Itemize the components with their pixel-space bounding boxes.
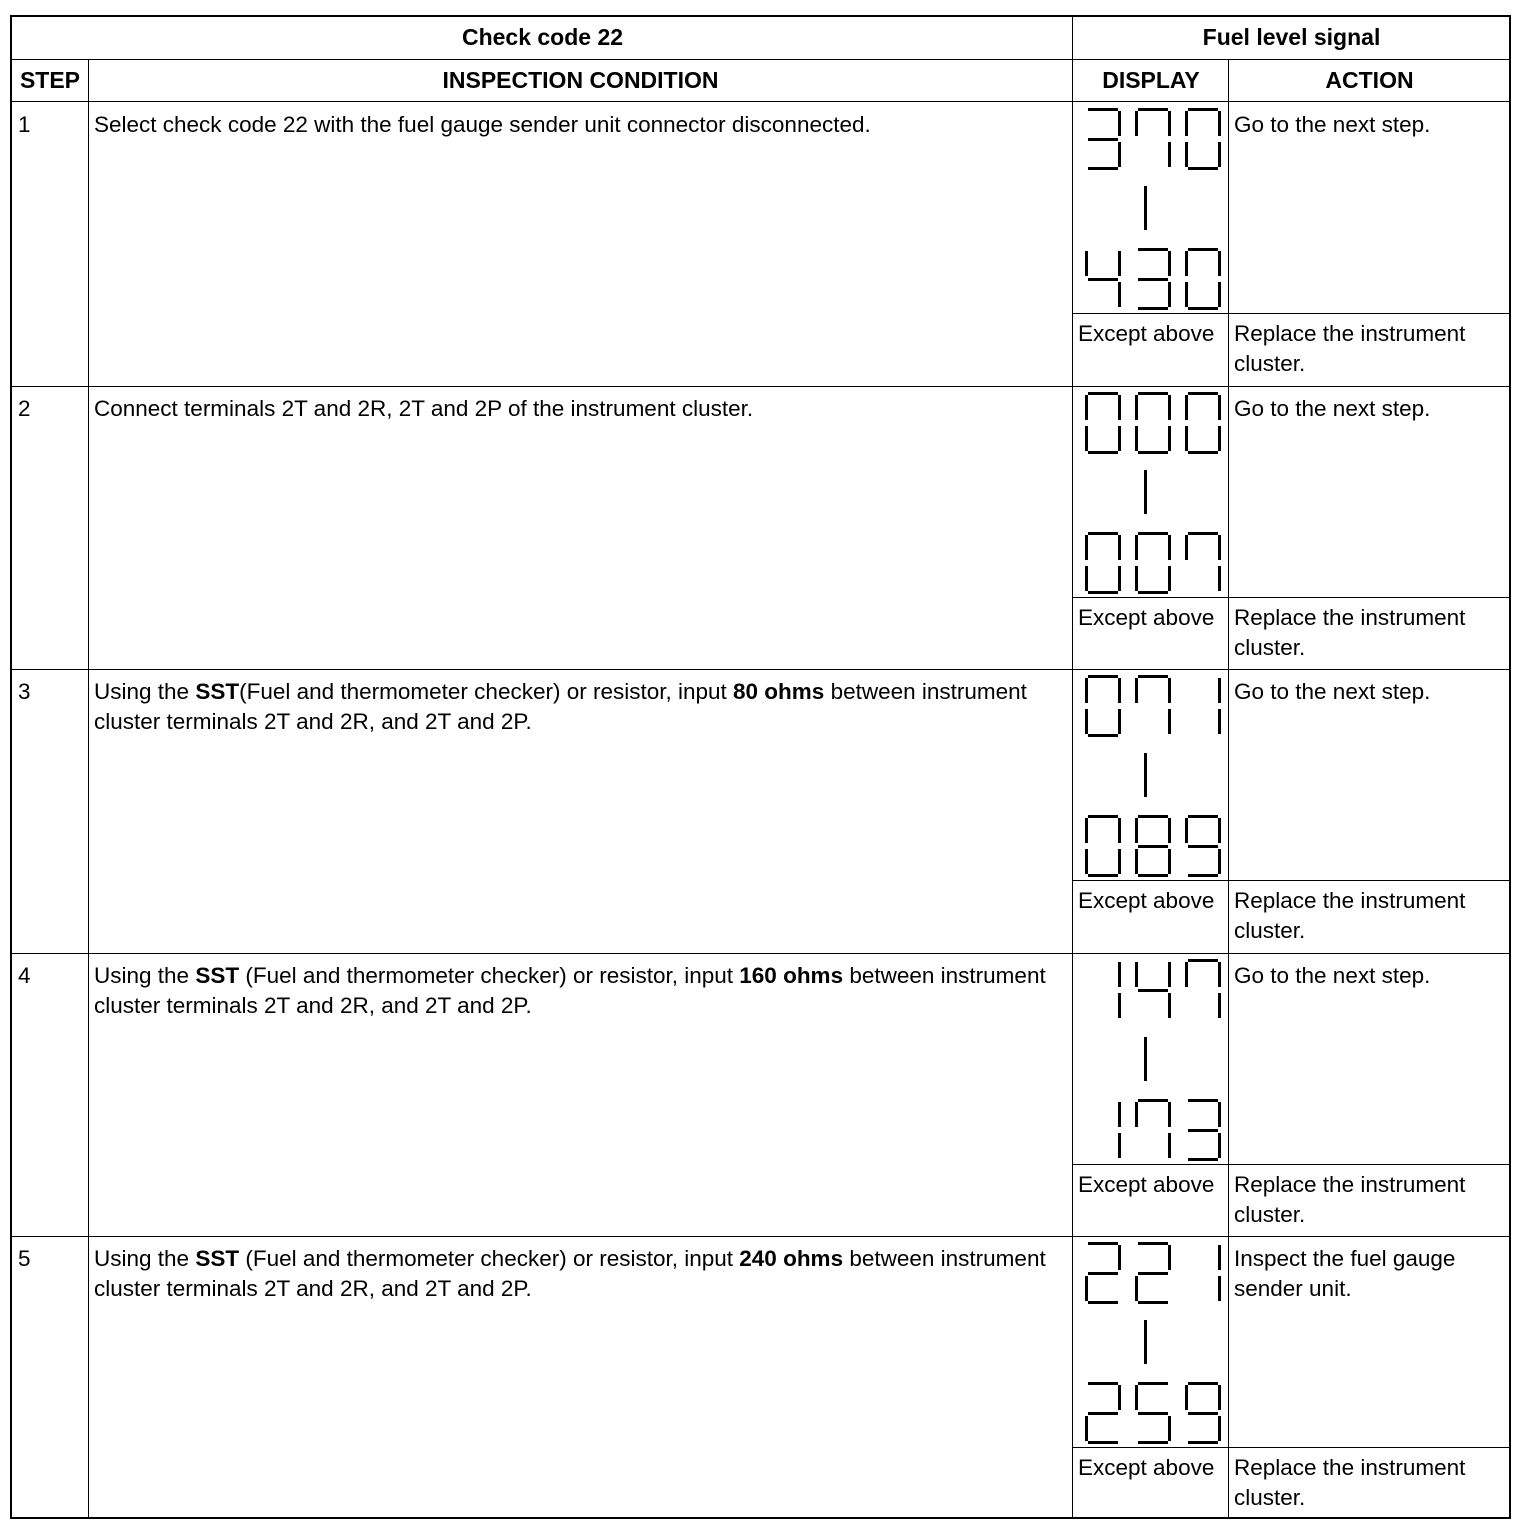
digit-segment [1088, 874, 1118, 877]
display-digit [1185, 1099, 1221, 1161]
digit-segment [1218, 1416, 1221, 1441]
digit-segment [1188, 307, 1218, 310]
digit-segment [1168, 678, 1171, 703]
digit-segment [1088, 278, 1118, 281]
display-digit [1085, 248, 1121, 310]
digit-segment [1138, 307, 1168, 310]
digit-segment [1218, 1385, 1221, 1410]
table-row [12, 1236, 1511, 1520]
digit-segment [1188, 1441, 1218, 1444]
step-number: 4 [18, 963, 31, 988]
display-digit [1185, 959, 1221, 1021]
digit-segment [1218, 678, 1221, 703]
display-digit [1135, 1099, 1171, 1161]
digit-segment [1118, 251, 1121, 276]
display-digit [1135, 815, 1171, 877]
display-digit [1085, 1242, 1121, 1304]
digit-segment [1168, 709, 1171, 734]
row-split-line [1073, 1447, 1511, 1448]
digit-segment [1218, 395, 1221, 420]
digit-segment [1085, 849, 1088, 874]
digit-segment [1218, 1276, 1221, 1301]
digit-segment [1085, 709, 1088, 734]
digit-segment [1168, 1133, 1171, 1158]
row-divider [12, 386, 1511, 387]
action-ok: Go to the next step. [1234, 112, 1431, 137]
except-above: Except above [1078, 1455, 1215, 1480]
display-digit [1135, 392, 1171, 454]
digit-segment [1185, 251, 1188, 276]
display-digit [1085, 815, 1121, 877]
display-digit [1085, 1099, 1121, 1161]
digit-segment [1188, 874, 1218, 877]
digit-segment [1118, 535, 1121, 560]
display-header: DISPLAY [1102, 67, 1200, 93]
condition-text: between instrument cluster terminals 2T and 2R, and 2T and 2P. [94, 963, 1046, 1018]
display-digit [1185, 532, 1221, 594]
row-divider [12, 669, 1511, 670]
except-above: Except above [1078, 321, 1215, 346]
range-dash [1144, 470, 1147, 514]
display-digit [1085, 675, 1121, 737]
condition-text: Using the [94, 963, 196, 988]
digit-segment [1118, 426, 1121, 451]
digit-segment [1085, 535, 1088, 560]
step-number: 3 [18, 679, 31, 704]
digit-segment [1138, 278, 1168, 281]
condition-bold-text: 80 ohms [733, 679, 825, 704]
condition-text: (Fuel and thermometer checker) or resistor, input [239, 679, 734, 704]
digit-segment [1088, 392, 1118, 395]
digit-segment [1218, 962, 1221, 987]
digit-segment [1118, 849, 1121, 874]
table-row [12, 386, 1511, 669]
digit-segment [1088, 1301, 1118, 1304]
digit-segment [1218, 818, 1221, 843]
digit-segment [1185, 1385, 1188, 1410]
digit-segment [1088, 591, 1118, 594]
condition-bold-text: SST [195, 963, 240, 988]
table-row [12, 953, 1511, 1236]
digit-segment [1185, 111, 1188, 136]
display-digit [1085, 1382, 1121, 1444]
condition-text: Select check code 22 with the fuel gauge sender unit connector disconnected. [94, 112, 871, 137]
action-ng: Replace the instrument cluster. [1234, 1172, 1466, 1227]
digit-segment [1188, 1382, 1218, 1385]
condition-text: Using the [94, 1246, 196, 1271]
digit-segment [1118, 111, 1121, 136]
digit-segment [1135, 1276, 1138, 1301]
digit-segment [1188, 845, 1218, 848]
digit-segment [1168, 282, 1171, 307]
check-code-table [10, 15, 1511, 1519]
condition-bold-text: SST [195, 679, 240, 704]
digit-segment [1088, 167, 1118, 170]
row-split-line [1073, 597, 1511, 598]
digit-segment [1168, 962, 1171, 987]
digit-segment [1085, 678, 1088, 703]
digit-segment [1218, 1133, 1221, 1158]
digit-segment [1135, 535, 1138, 560]
digit-segment [1088, 675, 1118, 678]
digit-segment [1118, 709, 1121, 734]
digit-segment [1185, 142, 1188, 167]
digit-segment [1218, 142, 1221, 167]
digit-segment [1168, 566, 1171, 591]
except-above: Except above [1078, 605, 1215, 630]
digit-segment [1135, 395, 1138, 420]
digit-segment [1138, 392, 1168, 395]
display-digit [1085, 959, 1121, 1021]
digit-segment [1088, 1412, 1118, 1415]
digit-segment [1088, 815, 1118, 818]
digit-segment [1218, 282, 1221, 307]
digit-segment [1218, 426, 1221, 451]
condition-bold-text: 240 ohms [739, 1246, 844, 1271]
digit-segment [1185, 395, 1188, 420]
digit-segment [1168, 1416, 1171, 1441]
digit-segment [1138, 989, 1168, 992]
digit-segment [1085, 251, 1088, 276]
action-ok: Go to the next step. [1234, 963, 1431, 988]
digit-segment [1168, 142, 1171, 167]
display-digit [1185, 108, 1221, 170]
digit-segment [1135, 678, 1138, 703]
digit-segment [1138, 1382, 1168, 1385]
digit-segment [1168, 535, 1171, 560]
digit-segment [1135, 962, 1138, 987]
step-number: 1 [18, 112, 31, 137]
digit-segment [1085, 566, 1088, 591]
digit-segment [1138, 1301, 1168, 1304]
digit-segment [1118, 395, 1121, 420]
digit-segment [1138, 1242, 1168, 1245]
digit-segment [1118, 1385, 1121, 1410]
except-above: Except above [1078, 1172, 1215, 1197]
digit-segment [1138, 845, 1168, 848]
digit-segment [1218, 849, 1221, 874]
display-digit [1135, 108, 1171, 170]
digit-segment [1085, 395, 1088, 420]
display-digit [1085, 108, 1121, 170]
display-digit [1135, 675, 1171, 737]
digit-segment [1118, 1133, 1121, 1158]
digit-segment [1168, 426, 1171, 451]
digit-segment [1088, 451, 1118, 454]
except-above: Except above [1078, 888, 1215, 913]
digit-segment [1168, 818, 1171, 843]
digit-segment [1138, 1412, 1168, 1415]
digit-segment [1088, 1382, 1118, 1385]
digit-segment [1185, 962, 1188, 987]
digit-segment [1138, 1441, 1168, 1444]
digit-segment [1088, 734, 1118, 737]
digit-segment [1188, 1412, 1218, 1415]
digit-segment [1218, 1245, 1221, 1270]
digit-segment [1185, 535, 1188, 560]
header-divider [12, 59, 1511, 60]
digit-segment [1118, 678, 1121, 703]
digit-segment [1168, 111, 1171, 136]
display-digit [1185, 1382, 1221, 1444]
digit-segment [1088, 108, 1118, 111]
digit-segment [1135, 1102, 1138, 1127]
digit-segment [1135, 426, 1138, 451]
digit-segment [1218, 566, 1221, 591]
action-ok: Go to the next step. [1234, 679, 1431, 704]
digit-segment [1138, 675, 1168, 678]
condition-bold-text: 160 ohms [739, 963, 844, 988]
range-dash [1144, 1320, 1147, 1364]
range-dash [1144, 1037, 1147, 1081]
digit-segment [1138, 248, 1168, 251]
row-divider [12, 953, 1511, 954]
digit-segment [1118, 282, 1121, 307]
display-digit [1185, 248, 1221, 310]
table-row [12, 669, 1511, 953]
digit-segment [1085, 426, 1088, 451]
digit-segment [1118, 818, 1121, 843]
digit-segment [1188, 451, 1218, 454]
digit-segment [1188, 959, 1218, 962]
digit-segment [1085, 1416, 1088, 1441]
digit-segment [1218, 709, 1221, 734]
action-ng: Replace the instrument cluster. [1234, 321, 1466, 376]
digit-segment [1138, 815, 1168, 818]
display-digit [1085, 392, 1121, 454]
step-number: 2 [18, 396, 31, 421]
display-digit [1185, 675, 1221, 737]
digit-segment [1185, 426, 1188, 451]
condition-text: (Fuel and thermometer checker) or resistor, input [239, 963, 740, 988]
action-ng: Replace the instrument cluster. [1234, 888, 1466, 943]
condition-bold-text: SST [195, 1246, 240, 1271]
row-split-line [1073, 1164, 1511, 1165]
digit-segment [1218, 993, 1221, 1018]
digit-segment [1218, 1102, 1221, 1127]
digit-segment [1188, 1129, 1218, 1132]
digit-segment [1088, 138, 1118, 141]
digit-segment [1218, 535, 1221, 560]
display-digit [1135, 1242, 1171, 1304]
digit-segment [1168, 251, 1171, 276]
digit-segment [1118, 142, 1121, 167]
digit-segment [1188, 248, 1218, 251]
condition-text: Using the [94, 679, 196, 704]
digit-segment [1168, 849, 1171, 874]
step-number: 5 [18, 1246, 31, 1271]
digit-segment [1088, 1272, 1118, 1275]
digit-segment [1135, 111, 1138, 136]
display-digit [1185, 1242, 1221, 1304]
digit-segment [1088, 532, 1118, 535]
row-divider [12, 1236, 1511, 1237]
condition-header: INSPECTION CONDITION [442, 67, 719, 93]
condition-text: Connect terminals 2T and 2R, 2T and 2P of the instrument cluster. [94, 396, 754, 421]
display-digit [1085, 532, 1121, 594]
digit-segment [1138, 874, 1168, 877]
digit-segment [1138, 1099, 1168, 1102]
digit-segment [1188, 815, 1218, 818]
signal-header: Fuel level signal [1202, 24, 1381, 50]
digit-segment [1088, 1242, 1118, 1245]
digit-segment [1085, 1276, 1088, 1301]
digit-segment [1135, 818, 1138, 843]
display-digit [1135, 959, 1171, 1021]
digit-segment [1135, 1385, 1138, 1410]
condition-text: between instrument cluster terminals 2T and 2R, and 2T and 2P. [94, 679, 1027, 734]
digit-segment [1168, 1102, 1171, 1127]
digit-segment [1185, 818, 1188, 843]
condition-text: between instrument cluster terminals 2T and 2R, and 2T and 2P. [94, 1246, 1046, 1301]
digit-segment [1168, 1245, 1171, 1270]
digit-segment [1085, 818, 1088, 843]
digit-segment [1168, 993, 1171, 1018]
digit-segment [1138, 532, 1168, 535]
display-digit [1185, 815, 1221, 877]
digit-segment [1138, 591, 1168, 594]
digit-segment [1168, 395, 1171, 420]
action-header: ACTION [1325, 67, 1414, 93]
display-digit [1135, 532, 1171, 594]
digit-segment [1118, 1245, 1121, 1270]
action-ng: Replace the instrument cluster. [1234, 605, 1466, 660]
digit-segment [1135, 566, 1138, 591]
display-digit [1135, 1382, 1171, 1444]
digit-segment [1188, 532, 1218, 535]
range-dash [1144, 186, 1147, 230]
digit-segment [1118, 566, 1121, 591]
action-ng: Replace the instrument cluster. [1234, 1455, 1466, 1510]
digit-segment [1188, 108, 1218, 111]
digit-segment [1218, 111, 1221, 136]
digit-segment [1188, 167, 1218, 170]
digit-segment [1138, 451, 1168, 454]
digit-segment [1118, 1102, 1121, 1127]
digit-segment [1188, 1158, 1218, 1161]
digit-segment [1138, 108, 1168, 111]
row-split-line [1073, 313, 1511, 314]
digit-segment [1138, 1272, 1168, 1275]
range-dash [1144, 753, 1147, 797]
table-title: Check code 22 [461, 24, 624, 50]
digit-segment [1135, 849, 1138, 874]
step-header: STEP [19, 67, 81, 93]
digit-segment [1188, 1099, 1218, 1102]
display-digit [1185, 392, 1221, 454]
display-digit [1135, 248, 1171, 310]
action-ok: Inspect the fuel gauge sender unit. [1234, 1246, 1456, 1301]
digit-segment [1088, 1441, 1118, 1444]
digit-segment [1118, 962, 1121, 987]
action-ok: Go to the next step. [1234, 396, 1431, 421]
digit-segment [1188, 392, 1218, 395]
digit-segment [1185, 282, 1188, 307]
condition-text: (Fuel and thermometer checker) or resistor, input [239, 1246, 740, 1271]
row-split-line [1073, 880, 1511, 881]
digit-segment [1118, 993, 1121, 1018]
digit-segment [1218, 251, 1221, 276]
table-row [12, 102, 1511, 386]
